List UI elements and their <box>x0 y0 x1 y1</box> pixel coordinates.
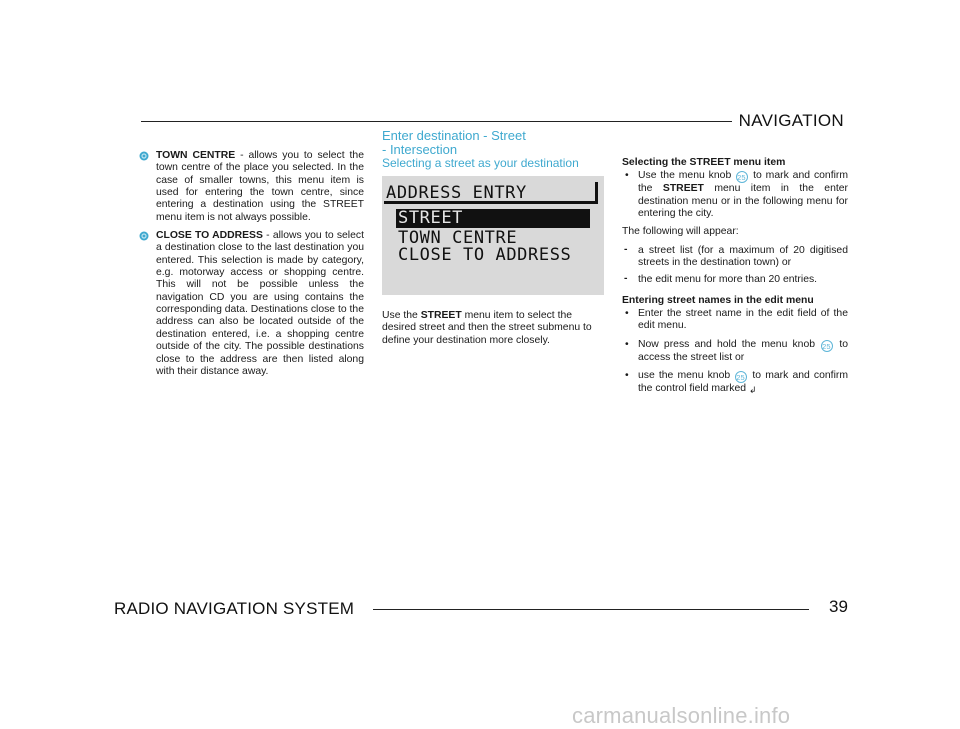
circle-bullet-icon <box>139 151 149 161</box>
screen-item-close-to-address: CLOSE TO ADDRESS <box>398 245 572 265</box>
bullet-text: Now press and hold the menu knob <box>638 338 821 350</box>
option-close-to-address <box>139 230 364 378</box>
heading-select-street: Selecting the STREET menu item <box>622 157 786 168</box>
manual-title: RADIO NAVIGATION SYSTEM <box>114 599 355 618</box>
header-rule <box>141 121 732 122</box>
bullet-dot-icon: • <box>625 338 629 350</box>
dash-text: a street list (for a maximum of 20 digitised streets in the destination town) or <box>638 244 848 269</box>
option-text: - allows you to select the town centre of the place you selected. In the case of smaller towns, this menu item is used for entering the town centre, since entering a destination using the STREET menu item is not always possible. <box>156 150 364 223</box>
bullet-text: Enter the street name in the edit field of the edit menu. <box>638 308 848 332</box>
dash-item <box>622 274 848 286</box>
street-description <box>382 310 605 347</box>
bullet-text: Use the menu knob <box>638 170 736 182</box>
section-title: NAVIGATION <box>738 111 844 130</box>
left-column <box>139 150 364 384</box>
follow-text: The following will appear: <box>622 226 739 238</box>
menu-knob-icon: 25 <box>735 371 747 383</box>
bullet-text: use the menu knob <box>638 370 735 382</box>
circle-bullet-icon <box>139 231 149 241</box>
menu-knob-icon: 25 <box>736 171 748 183</box>
return-arrow-icon: ↲ <box>749 385 757 396</box>
bullet-dot-icon: • <box>625 170 629 182</box>
bullet-item <box>622 308 848 333</box>
option-town-centre <box>139 150 364 224</box>
bullet-text: to access the street list or <box>638 338 848 363</box>
screen-title: ADDRESS ENTRY <box>384 182 598 204</box>
body-bold: STREET <box>420 310 462 321</box>
option-text: - allows you to select a destination close to the last destination you entered. This selection is made by category, e.g. motorway access or shopping centre. This will not be possible unless the navigation CD you are using contains the corresponding data. Destinations close to the address can also be located outside of the destination entered, i.e. a shopping centre outside of the city. The possible destinations close to the address are then listed along with their distance away. <box>156 230 364 377</box>
bullet-bold: STREET <box>662 183 704 195</box>
bullet-dot-icon: • <box>625 370 629 382</box>
heading-edit-menu: Entering street names in the edit menu <box>622 294 814 306</box>
section-heading <box>382 129 612 157</box>
body-text: menu item to select the desired street and then the street submenu to define your destination more closely. <box>382 310 592 346</box>
dash-item <box>622 245 848 270</box>
bullet-dot-icon: • <box>625 308 629 320</box>
heading-line-1: Enter destination - Street <box>382 128 526 143</box>
bullet-text: to mark and confirm the control field marked <box>638 370 848 395</box>
right-column <box>622 157 848 402</box>
address-entry-display <box>382 176 604 295</box>
bullet-text: to mark and confirm the <box>638 170 849 195</box>
dash-text: the edit menu for more than 20 entries. <box>638 274 818 286</box>
footer-rule <box>373 609 809 610</box>
heading-line-2: - Intersection <box>382 142 458 157</box>
screen-item-street-selected: STREET <box>396 209 590 228</box>
watermark: carmanualsonline.info <box>572 703 791 728</box>
page-number: 39 <box>829 597 848 616</box>
bullet-item <box>622 339 848 364</box>
option-label: TOWN CENTRE <box>156 150 236 161</box>
dash-icon: - <box>624 243 628 255</box>
bullet-item <box>622 370 848 396</box>
menu-knob-icon: 25 <box>821 340 833 352</box>
section-subheading: Selecting a street as your destination <box>382 156 579 170</box>
bullet-item <box>622 170 848 220</box>
dash-icon: - <box>624 273 628 285</box>
screen-item-town-centre: TOWN CENTRE <box>398 228 518 248</box>
option-label: CLOSE TO ADDRESS <box>156 230 263 242</box>
bullet-text: menu item in the enter destination menu or in the following menu for entering the city. <box>638 183 848 220</box>
body-text: Use the <box>382 310 421 321</box>
